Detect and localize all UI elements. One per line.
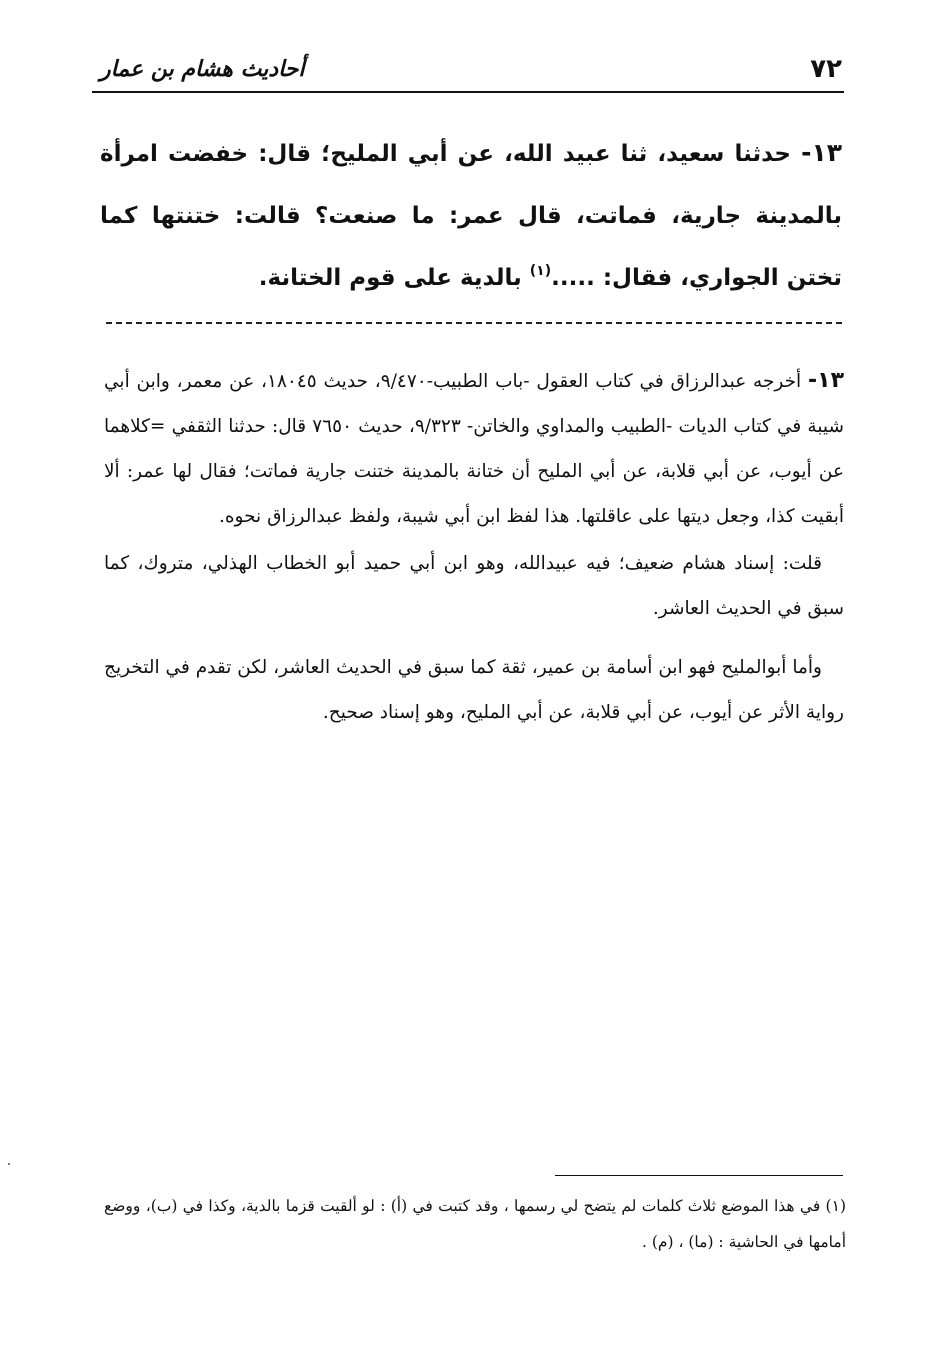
footnote: (١) في هذا الموضع ثلاث كلمات لم يتضح لي رسمها ، وقد كتبت في (أ) : لو ألقيت قزما بالدية، وكذا في (ب)، ووضع أمامها في الحاشية : (ما) ، (م) . bbox=[104, 1197, 846, 1251]
section-divider bbox=[106, 322, 842, 324]
takhrij-paragraph bbox=[104, 358, 844, 539]
hadith-number: ١٣- bbox=[801, 138, 842, 167]
qult-paragraph: قلت: إسناد هشام ضعيف؛ فيه عبيدالله، وهو ابن أبي حميد أبو الخطاب الهذلي، متروك، كما سبق في الحديث العاشر. bbox=[104, 553, 844, 619]
takhrij-number: ١٣- bbox=[808, 368, 844, 393]
hadith-text-part-2: بالدية على قوم الختانة. bbox=[258, 265, 530, 291]
page-number: ٧٢ bbox=[810, 54, 842, 84]
running-title: أحاديث هشام بن عمار bbox=[100, 57, 305, 82]
takhrij-section bbox=[104, 358, 844, 735]
header-rule bbox=[92, 91, 844, 93]
scan-speck bbox=[8, 1163, 10, 1165]
hadith-text-part-1: حدثنا سعيد، ثنا عبيد الله، عن أبي المليح؛ قال: خفضت امرأة بالمدينة جارية، فماتت، قال عمر: ما صنعت؟ قالت: ختنتها كما تختن الجواري، فقال: ..... bbox=[100, 141, 842, 291]
amma-paragraph: وأما أبوالمليح فهو ابن أسامة بن عمير، ثقة كما سبق في الحديث العاشر، لكن تقدم في التخريج رواية الأثر عن أيوب، عن أبي قلابة، عن أبي المليح، وهو إسناد صحيح. bbox=[104, 657, 844, 723]
takhrij-text: أخرجه عبدالرزاق في كتاب العقول -باب الطبيب-٩/٤٧٠، حديث ١٨٠٤٥، عن معمر، وابن أبي شيبة في كتاب الديات -الطبيب والمداوي والخاتن- ٩/٣٢٣، حديث ٧٦٥٠ قال: حدثنا الثقفي =كلاهما عن أيوب، عن أبي قلابة، عن أبي المليح أن ختانة بالمدينة ختنت جارية فماتت؛ فقال لها عمر: ألا أبقيت كذا، وجعل ديتها على عاقلتها. هذا لفظ ابن أبي شيبة، ولفظ عبدالرزاق نحوه. bbox=[104, 371, 844, 527]
hadith-text bbox=[100, 122, 842, 312]
footnote-marker: (١) bbox=[529, 263, 552, 279]
footnote-rule bbox=[555, 1175, 843, 1176]
page-header bbox=[92, 52, 844, 92]
